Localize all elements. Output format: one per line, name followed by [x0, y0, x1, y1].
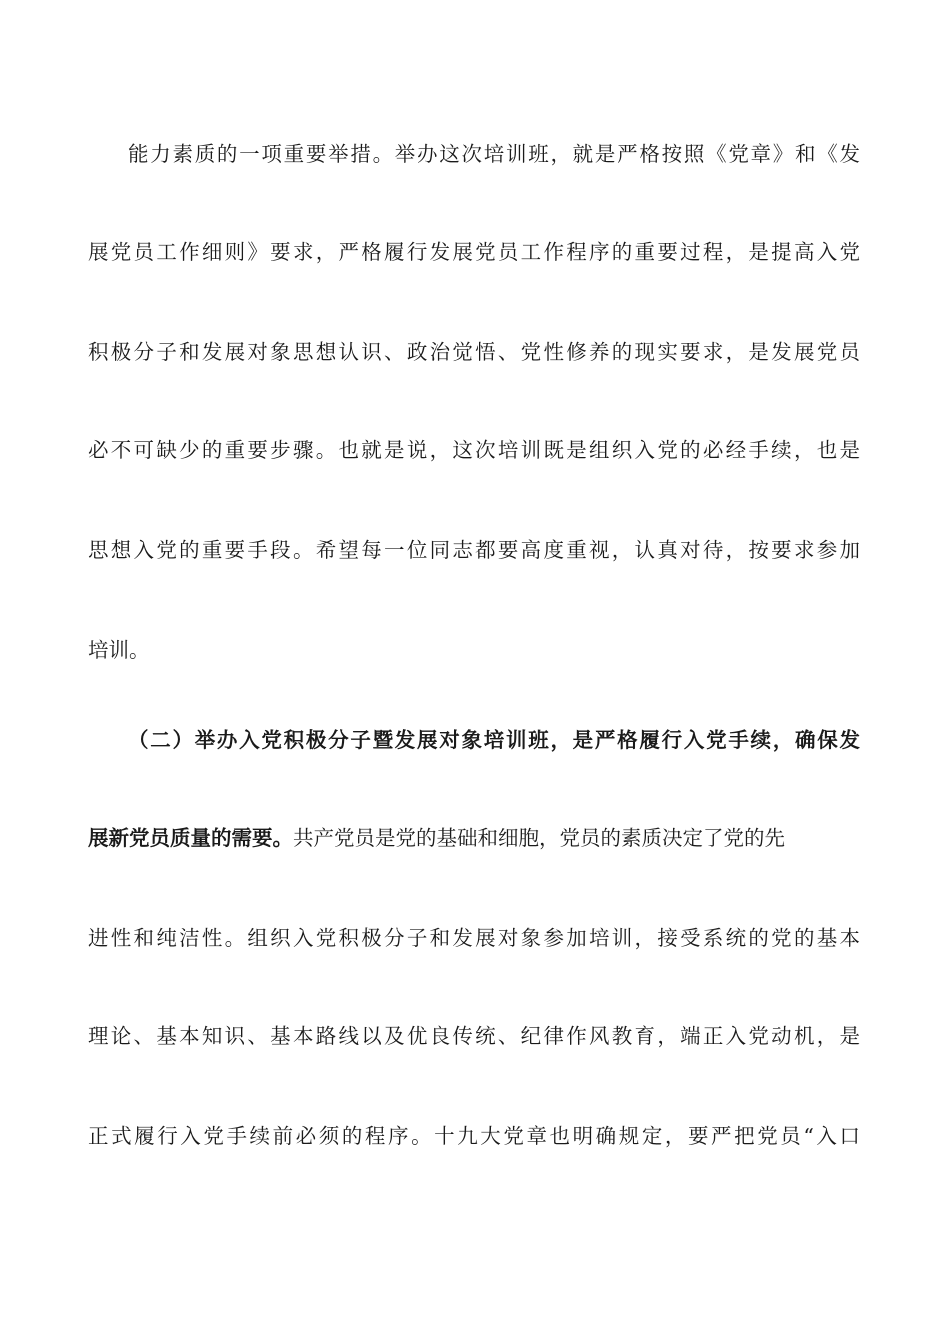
section-heading-line-2: 展新党员质量的需要。 [88, 826, 293, 850]
paragraph-line-7-text: 共产党员是党的基础和细胞，党员的素质决定了党的先 [293, 826, 785, 850]
paragraph-line-7 [88, 824, 860, 852]
paragraph-line-6: 培训。 [88, 638, 150, 662]
paragraph-line-9: 理论、基本知识、基本路线以及优良传统、纪律作风教育，端正入党动机，是 [88, 1024, 860, 1048]
paragraph-line-4: 必不可缺少的重要步骤。也就是说，这次培训既是组织入党的必经手续，也是 [88, 438, 860, 462]
paragraph-line-3: 积极分子和发展对象思想认识、政治觉悟、党性修养的现实要求，是发展党员 [88, 340, 860, 364]
paragraph-line-1: 能力素质的一项重要举措。举办这次培训班，就是严格按照《党章》和《发 [128, 142, 860, 166]
paragraph-line-8: 进性和纯洁性。组织入党积极分子和发展对象参加培训，接受系统的党的基本 [88, 926, 860, 950]
paragraph-line-2: 展党员工作细则》要求，严格履行发展党员工作程序的重要过程，是提高入党 [88, 240, 860, 264]
paragraph-line-5: 思想入党的重要手段。希望每一位同志都要高度重视，认真对待，按要求参加 [88, 538, 860, 562]
paragraph-line-10: 正式履行入党手续前必须的程序。十九大党章也明确规定，要严把党员“入口 [88, 1124, 860, 1148]
section-heading-line-1: （二）举办入党积极分子暨发展对象培训班，是严格履行入党手续，确保发 [128, 728, 860, 752]
